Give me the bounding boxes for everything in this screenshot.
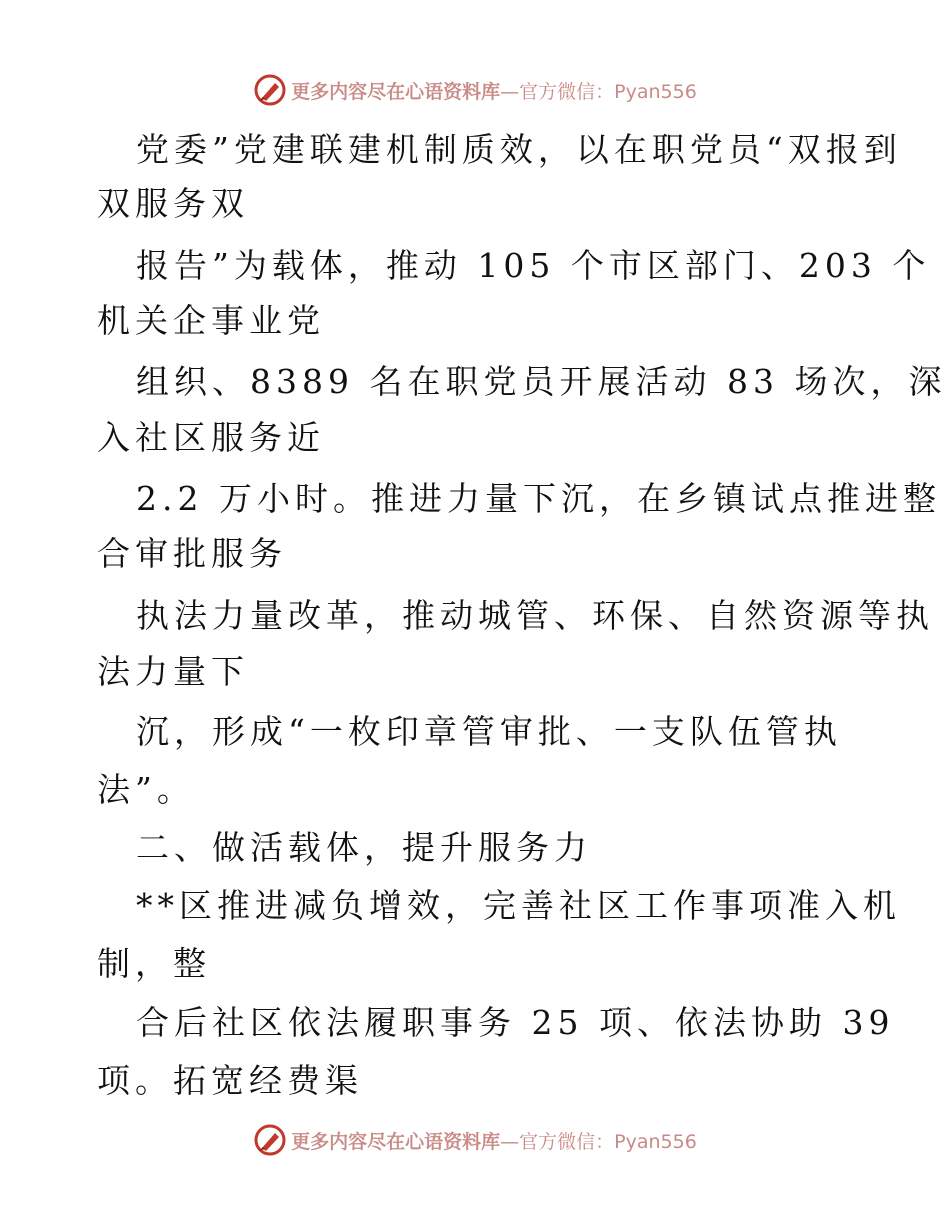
text-line: 双服务双 (97, 184, 249, 223)
header-watermark (0, 70, 950, 110)
text-line: 报告”为载体，推动 105 个市区部门、203 个 (136, 246, 931, 285)
text-line: 入社区服务近 (97, 418, 325, 457)
text-line: 党委”党建联建机制质效，以在职党员“双报到 (136, 130, 902, 169)
pen-logo-icon (253, 1123, 287, 1157)
text-line: 执法力量改革，推动城管、环保、自然资源等执 (136, 596, 934, 635)
text-line: 2.2 万小时。推进力量下沉，在乡镇试点推进整 (136, 479, 941, 518)
text-line: 制，整 (97, 944, 211, 983)
watermark-contact: 官方微信：Pyan556 (519, 80, 697, 103)
text-line: **区推进减负增效，完善社区工作事项准入机 (136, 886, 901, 925)
watermark-dash: — (500, 80, 520, 103)
text-line: 组织、8389 名在职党员开展活动 83 场次，深 (136, 362, 947, 401)
watermark-text (291, 1127, 697, 1154)
watermark-text (291, 77, 697, 104)
text-line: 法力量下 (97, 652, 249, 691)
text-line: 机关企事业党 (97, 301, 325, 340)
text-line: 沉，形成“一枚印章管审批、一支队伍管执 (136, 712, 842, 751)
footer-watermark (0, 1120, 950, 1160)
watermark-dash: — (500, 1130, 520, 1153)
watermark-brand: 更多内容尽在心语资料库 (291, 1130, 501, 1153)
watermark-brand: 更多内容尽在心语资料库 (291, 80, 501, 103)
text-line: 合后社区依法履职事务 25 项、依法协助 39 (136, 1003, 895, 1042)
text-line: 二、做活载体，提升服务力 (136, 828, 592, 867)
pen-logo-icon (253, 73, 287, 107)
text-line: 合审批服务 (97, 534, 287, 573)
watermark-contact: 官方微信：Pyan556 (519, 1130, 697, 1153)
text-line: 法”。 (97, 770, 195, 809)
text-line: 项。拓宽经费渠 (97, 1061, 363, 1100)
